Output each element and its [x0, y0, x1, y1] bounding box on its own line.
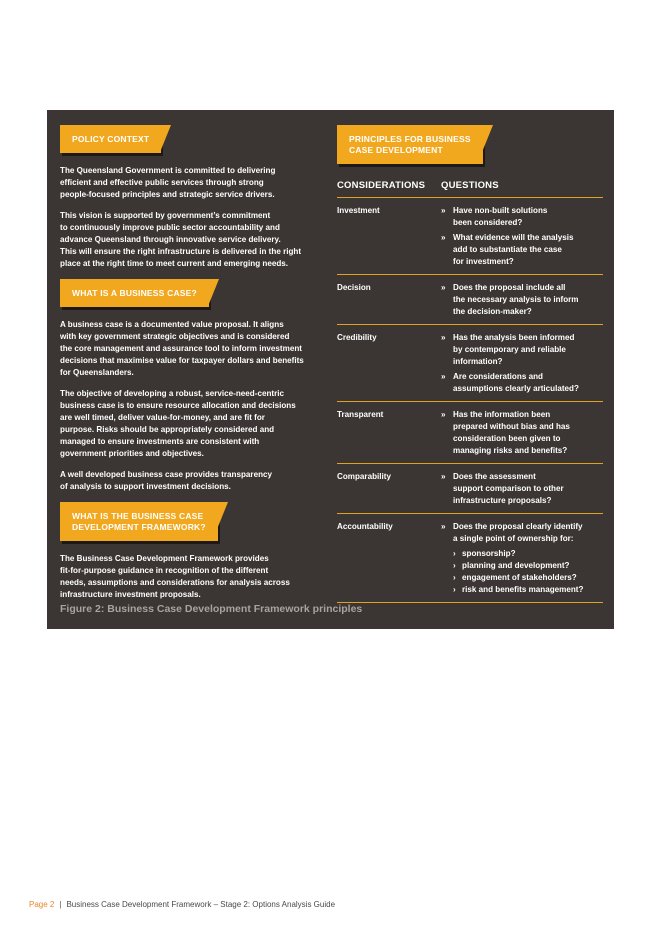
business-case-paragraph: The objective of developing a robust, service-need-centric business case is to ensure resource allocation and decisions are well timed, deliver value-for-money, and are fit for purpose. Risks should be appropriately considered and managed to ensure investments are consistent with government priorities and objectives. — [60, 389, 296, 458]
bullet-icon: » — [441, 206, 446, 215]
context-column — [60, 125, 318, 610]
business-case-heading: WHAT IS A BUSINESS CASE? — [72, 288, 197, 298]
principles-table-body — [337, 198, 603, 603]
principles-heading: PRINCIPLES FOR BUSINESS CASE DEVELOPMENT — [349, 134, 471, 155]
framework-paragraph: The Business Case Development Framework provides fit-for-purpose guidance in recognition of the different needs, assumptions and considerations for analysis across infrastructure investment proposals. — [60, 554, 290, 599]
considerations-column-header: CONSIDERATIONS — [337, 180, 426, 191]
policy-paragraph: This vision is supported by government’s commitment to continuously improve public sector accountability and advance Queensland through innovative service delivery. This will ensure the right infrastructure is delivered in the right place at the right time to meet current and emerging needs. — [60, 211, 302, 268]
policy-context-heading: POLICY CONTEXT — [72, 134, 150, 144]
bullet-icon: » — [441, 472, 446, 481]
business-case-paragraph: A well developed business case provides transparency of analysis to support investment decisions. — [60, 470, 273, 491]
document-title: Business Case Development Framework – Stage 2: Options Analysis Guide — [66, 900, 336, 909]
bullet-icon: » — [441, 522, 446, 531]
question-item: » Are considerations and assumptions clearly articulated? — [441, 372, 579, 393]
table-row — [337, 514, 603, 603]
table-row — [337, 325, 603, 402]
page-number: Page 2 — [29, 900, 55, 909]
question-item: » Does the proposal include all the necessary analysis to inform the decision-maker? — [441, 283, 579, 316]
framework-heading: WHAT IS THE BUSINESS CASE DEVELOPMENT FRAMEWORK? — [72, 511, 206, 532]
sub-bullet-icon: › — [453, 585, 456, 594]
policy-paragraph: The Queensland Government is committed to delivering efficient and effective public services through strong people-focused principles and strategic service drivers. — [60, 166, 276, 199]
consideration-label: Accountability — [337, 522, 393, 531]
ownership-sub-item: › engagement of stakeholders? — [453, 573, 577, 582]
question-item: » Has the analysis been informed by contemporary and reliable information? — [441, 333, 575, 366]
table-row — [337, 198, 603, 275]
principles-banner — [337, 125, 483, 164]
table-row — [337, 464, 603, 514]
ownership-sub-item: › risk and benefits management? — [453, 585, 584, 594]
ownership-sub-item: › planning and development? — [453, 561, 570, 570]
business-case-banner — [60, 279, 209, 307]
table-row — [337, 402, 603, 464]
consideration-label: Investment — [337, 206, 380, 215]
question-item: » Has the information been prepared without bias and has consideration been given to managing risks and benefits? — [441, 410, 570, 455]
bullet-icon: » — [441, 410, 446, 419]
principles-column — [337, 125, 603, 603]
question-item: » Have non-built solutions been considered? — [441, 206, 548, 227]
page-footer — [29, 900, 335, 909]
questions-column-header: QUESTIONS — [441, 180, 499, 191]
consideration-label: Comparability — [337, 472, 391, 481]
ownership-sub-item: › sponsorship? — [453, 549, 516, 558]
bullet-icon: » — [441, 333, 446, 342]
sub-bullet-icon: › — [453, 561, 456, 570]
framework-banner — [60, 502, 218, 541]
sub-bullet-icon: › — [453, 549, 456, 558]
framework-figure-panel — [47, 110, 614, 629]
consideration-label: Credibility — [337, 333, 377, 342]
footer-separator: | — [59, 900, 62, 909]
sub-bullet-icon: › — [453, 573, 456, 582]
figure-caption: Figure 2: Business Case Development Framework principles — [60, 603, 363, 615]
policy-context-banner — [60, 125, 161, 153]
consideration-label: Transparent — [337, 410, 384, 419]
bullet-icon: » — [441, 233, 446, 242]
bullet-icon: » — [441, 372, 446, 381]
bullet-icon: » — [441, 283, 446, 292]
question-item: » Does the assessment support comparison to other infrastructure proposals? — [441, 472, 564, 505]
table-row — [337, 275, 603, 325]
question-item: » Does the proposal clearly identify a single point of ownership for: — [441, 522, 583, 543]
consideration-label: Decision — [337, 283, 371, 292]
question-item: » What evidence will the analysis add to substantiate the case for investment? — [441, 233, 574, 266]
principles-table-header — [337, 176, 603, 198]
business-case-paragraph: A business case is a documented value proposal. It aligns with key government strategic objectives and is considered the core management and assurance tool to inform investment decisions that maximise value for taxpayer dollars and benefits for Queenslanders. — [60, 320, 304, 377]
